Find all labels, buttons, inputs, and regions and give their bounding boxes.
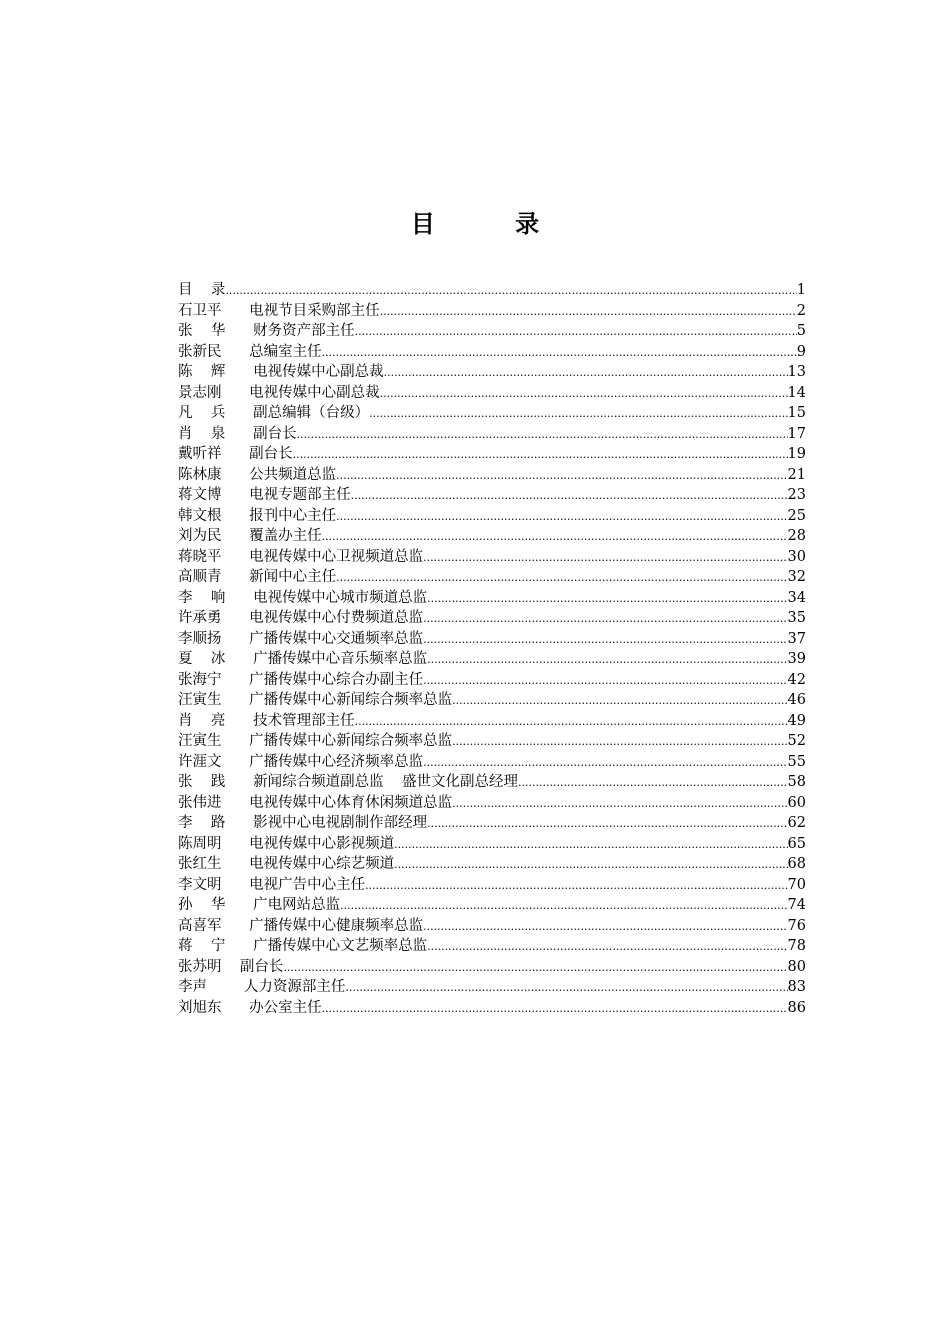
toc-dot-leader: [336, 507, 787, 527]
toc-entry[interactable]: [178, 649, 806, 670]
toc-entry[interactable]: [178, 977, 806, 998]
toc-entry[interactable]: [178, 383, 806, 404]
toc-entry[interactable]: [178, 752, 806, 773]
toc-entry[interactable]: [178, 690, 806, 711]
toc-entry-text: 李文明 电视广告中心主任: [178, 876, 366, 893]
toc-page-number: 74: [787, 897, 806, 913]
toc-entry[interactable]: [178, 895, 806, 916]
toc-entry-text: 肖 亮 技术管理部主任: [178, 712, 355, 729]
toc-dot-leader: [322, 343, 797, 363]
toc-dot-leader: [427, 814, 787, 834]
toc-dot-leader: [380, 384, 788, 404]
toc-entry-text: 张海宁 广播传媒中心综合办副主任: [178, 671, 424, 688]
toc-entry-text: 韩文根 报刊中心主任: [178, 507, 337, 524]
toc-page-number: 15: [787, 405, 806, 421]
toc-page-number: 5: [796, 323, 806, 339]
toc-entry-text: 蒋文博 电视专题部主任: [178, 487, 351, 503]
toc-entry[interactable]: [178, 526, 806, 547]
toc-dot-leader: [423, 609, 787, 629]
toc-entry[interactable]: [178, 280, 806, 301]
toc-dot-leader: [225, 281, 796, 301]
toc-entry-text: 陈周明 电视传媒中心影视频道: [178, 835, 395, 852]
toc-page-number: 78: [787, 938, 806, 954]
toc-page-number: 83: [787, 979, 806, 995]
toc-entry-text: 高喜军 广播传媒中心健康频率总监: [178, 917, 424, 934]
toc-dot-leader: [322, 527, 788, 547]
toc-entry[interactable]: [178, 875, 806, 896]
toc-dot-leader: [355, 322, 797, 342]
toc-entry[interactable]: [178, 854, 806, 875]
toc-dot-leader: [423, 548, 787, 568]
toc-dot-leader: [351, 486, 788, 506]
toc-entry-text: 景志刚 电视传媒中心副总裁: [178, 384, 380, 401]
toc-page-number: 58: [787, 774, 806, 790]
toc-entry[interactable]: [178, 588, 806, 609]
toc-dot-leader: [423, 917, 787, 937]
toc-page-number: 62: [787, 815, 806, 831]
toc-page-number: 46: [787, 692, 806, 708]
toc-list: [178, 280, 806, 1018]
toc-entry[interactable]: [178, 711, 806, 732]
toc-page-number: 21: [787, 466, 806, 483]
toc-entry-text: 陈 辉 电视传媒中心副总裁: [178, 364, 384, 380]
toc-page-number: 68: [787, 856, 806, 872]
toc-entry-text: 李 响 电视传媒中心城市频道总监: [178, 589, 428, 606]
toc-entry-text: 蒋 宁 广播传媒中心文艺频率总监: [178, 938, 428, 954]
toc-dot-leader: [355, 712, 788, 732]
toc-entry-text: 目 录: [178, 282, 226, 298]
toc-entry[interactable]: [178, 629, 806, 650]
toc-entry[interactable]: [178, 813, 806, 834]
toc-entry[interactable]: [178, 567, 806, 588]
toc-entry[interactable]: [178, 936, 806, 957]
toc-page-number: 70: [787, 876, 806, 893]
toc-page-number: 55: [787, 753, 806, 770]
toc-entry[interactable]: [178, 670, 806, 691]
toc-dot-leader: [365, 876, 787, 896]
toc-entry[interactable]: [178, 608, 806, 629]
toc-entry-text: 张 践 新闻综合频道副总监 盛世文化副总经理: [178, 774, 519, 790]
toc-entry-text: 许涯文 广播传媒中心经济频率总监: [178, 753, 424, 770]
toc-entry[interactable]: [178, 793, 806, 814]
toc-page-number: 76: [787, 917, 806, 934]
toc-entry[interactable]: [178, 321, 806, 342]
toc-page-number: 30: [787, 548, 806, 565]
toc-entry[interactable]: [178, 485, 806, 506]
toc-entry-text: 张新民 总编室主任: [178, 343, 322, 360]
toc-entry-text: 李声 人力资源部主任: [178, 979, 346, 995]
toc-entry-text: 汪寅生 广播传媒中心新闻综合频率总监: [178, 692, 453, 708]
toc-entry-text: 张苏明 副台长: [178, 958, 284, 975]
toc-dot-leader: [293, 445, 788, 465]
toc-entry-text: 肖 泉 副台长: [178, 425, 297, 442]
toc-page-number: 60: [787, 794, 806, 811]
toc-page-number: 19: [787, 446, 806, 462]
toc-entry[interactable]: [178, 834, 806, 855]
toc-page-number: 28: [787, 528, 806, 544]
toc-dot-leader: [394, 855, 787, 875]
toc-page-number: 35: [787, 610, 806, 626]
toc-page-number: 34: [787, 589, 806, 606]
toc-entry-text: 蒋晓平 电视传媒中心卫视频道总监: [178, 548, 424, 565]
toc-page-number: 9: [796, 343, 806, 360]
toc-dot-leader: [322, 999, 788, 1019]
toc-dot-leader: [452, 794, 787, 814]
toc-dot-leader: [380, 302, 797, 322]
toc-entry[interactable]: [178, 301, 806, 322]
toc-page-number: 2: [796, 302, 806, 319]
toc-page-number: 1: [796, 282, 806, 298]
toc-entry-text: 陈林康 公共频道总监: [178, 466, 337, 483]
toc-page-number: 25: [787, 507, 806, 524]
toc-dot-leader: [369, 404, 787, 424]
toc-dot-leader: [452, 732, 787, 752]
toc-entry[interactable]: [178, 916, 806, 937]
toc-entry[interactable]: [178, 998, 806, 1019]
toc-dot-leader: [297, 425, 788, 445]
toc-entry[interactable]: [178, 444, 806, 465]
toc-page-number: 49: [787, 712, 806, 729]
toc-dot-leader: [427, 650, 787, 670]
toc-entry-text: 石卫平 电视节目采购部主任: [178, 302, 380, 319]
toc-dot-leader: [384, 363, 788, 383]
toc-entry-text: 张红生 电视传媒中心综艺频道: [178, 856, 395, 872]
toc-dot-leader: [427, 589, 787, 609]
toc-entry[interactable]: [178, 403, 806, 424]
toc-page-number: 39: [787, 651, 806, 667]
toc-page-number: 23: [787, 487, 806, 503]
toc-page-number: 17: [787, 425, 806, 442]
toc-page-number: 52: [787, 733, 806, 749]
toc-page-number: 80: [787, 958, 806, 975]
toc-entry[interactable]: [178, 362, 806, 383]
toc-dot-leader: [423, 753, 787, 773]
toc-page-number: 65: [787, 835, 806, 852]
toc-dot-leader: [336, 466, 787, 486]
toc-page-number: 37: [787, 630, 806, 647]
toc-entry-text: 张伟进 电视传媒中心体育休闲频道总监: [178, 794, 453, 811]
toc-entry[interactable]: [178, 731, 806, 752]
toc-entry-text: 刘旭东 办公室主任: [178, 999, 322, 1016]
toc-entry-text: 李 路 影视中心电视剧制作部经理: [178, 815, 428, 831]
toc-entry-text: 孙 华 广电网站总监: [178, 897, 341, 913]
toc-dot-leader: [518, 773, 788, 793]
toc-entry-text: 戴听祥 副台长: [178, 446, 293, 462]
toc-page-number: 42: [787, 671, 806, 688]
toc-entry[interactable]: [178, 547, 806, 568]
toc-entry-text: 张 华 财务资产部主任: [178, 323, 355, 339]
toc-entry-text: 夏 冰 广播传媒中心音乐频率总监: [178, 651, 428, 667]
toc-entry-text: 许承勇 电视传媒中心付费频道总监: [178, 610, 424, 626]
toc-entry[interactable]: [178, 465, 806, 486]
toc-entry-text: 高顺青 新闻中心主任: [178, 569, 337, 585]
toc-entry[interactable]: [178, 424, 806, 445]
toc-page-number: 32: [787, 569, 806, 585]
toc-dot-leader: [336, 568, 787, 588]
toc-title: 目 录: [410, 210, 576, 238]
toc-dot-leader: [340, 896, 787, 916]
toc-page-number: 86: [787, 999, 806, 1016]
toc-entry-text: 凡 兵 副总编辑（台级）: [178, 405, 370, 421]
toc-page-number: 13: [787, 364, 806, 380]
toc-dot-leader: [394, 835, 787, 855]
toc-dot-leader: [283, 958, 787, 978]
toc-dot-leader: [345, 978, 787, 998]
toc-entry[interactable]: [178, 342, 806, 363]
toc-page-number: 14: [787, 384, 806, 401]
toc-dot-leader: [423, 630, 787, 650]
toc-entry-text: 汪寅生 广播传媒中心新闻综合频率总监: [178, 733, 453, 749]
toc-entry[interactable]: [178, 957, 806, 978]
toc-entry[interactable]: [178, 506, 806, 527]
toc-entry-text: 李顺扬 广播传媒中心交通频率总监: [178, 630, 424, 647]
toc-entry-text: 刘为民 覆盖办主任: [178, 528, 322, 544]
toc-entry[interactable]: [178, 772, 806, 793]
toc-dot-leader: [452, 691, 787, 711]
toc-dot-leader: [423, 671, 787, 691]
toc-dot-leader: [427, 937, 787, 957]
